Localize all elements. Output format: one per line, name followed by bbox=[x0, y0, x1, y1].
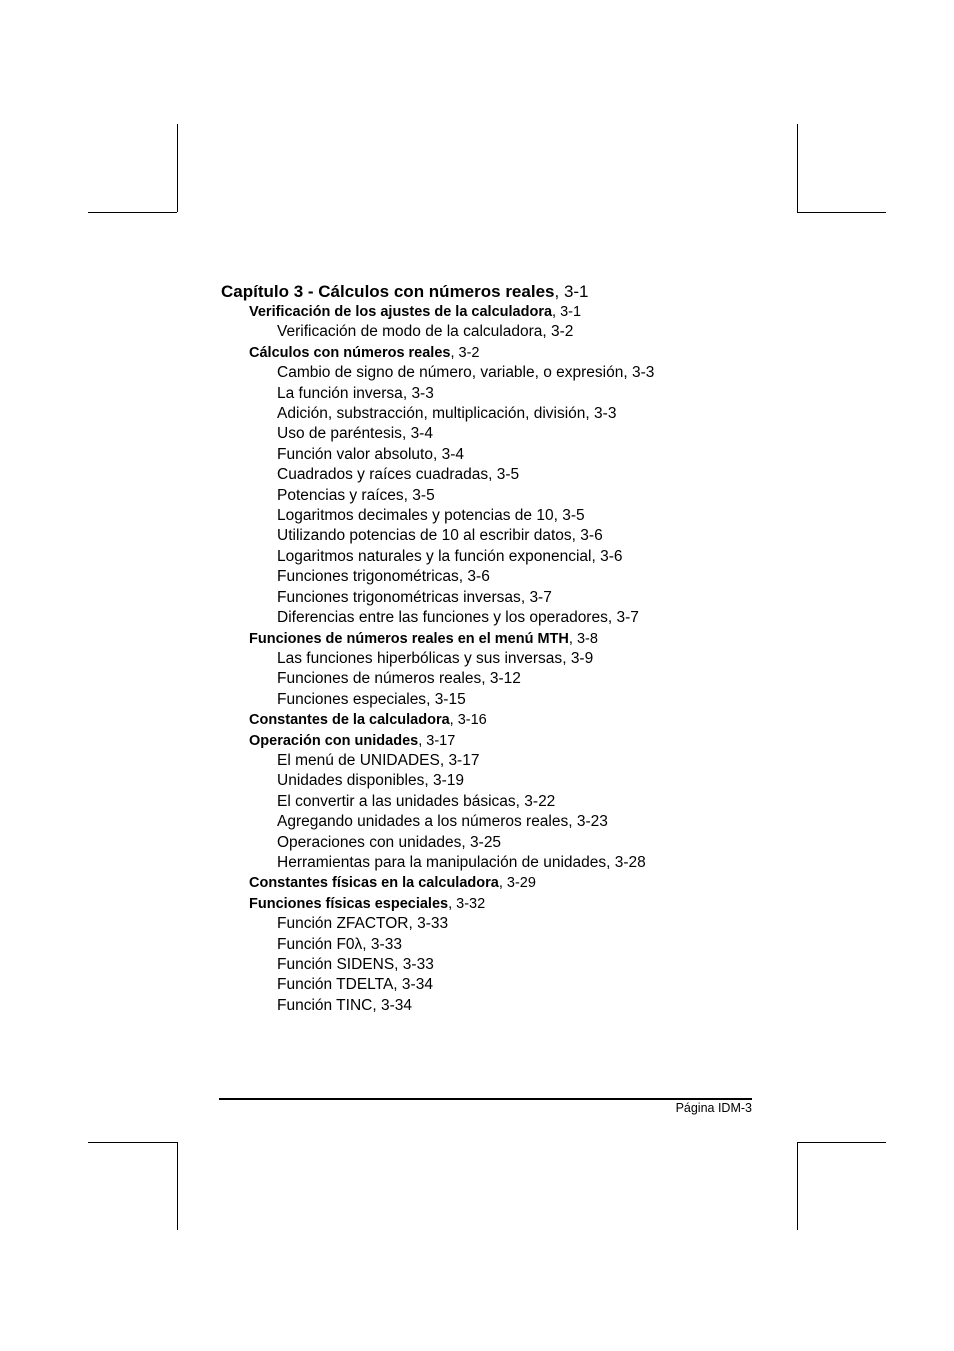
toc-subsection-entry[interactable]: Función SIDENS, 3-33 bbox=[277, 956, 434, 973]
subsection-page: 3-3 bbox=[411, 384, 434, 402]
toc-subsection-entry[interactable]: Adición, substracción, multiplicación, división, 3-3 bbox=[277, 405, 617, 423]
subsection-title: Agregando unidades a los números reales bbox=[277, 813, 569, 831]
subsection-page: 3-17 bbox=[448, 751, 480, 769]
toc-subsection-entry[interactable]: El menú de UNIDADES, 3-17 bbox=[277, 751, 480, 769]
footer-page-label: Página IDM-3 bbox=[675, 1101, 752, 1115]
footer-rule bbox=[219, 1098, 752, 1100]
toc-subsection-entry[interactable]: Cambio de signo de número, variable, o expresión, 3-3 bbox=[277, 364, 655, 382]
section-title: Verificación de los ajustes de la calculadora bbox=[249, 304, 553, 320]
section-title: Constantes físicas en la calculadora bbox=[249, 875, 499, 892]
subsection-title: Cuadrados y raíces cuadradas bbox=[277, 466, 489, 484]
section-page: 3-1 bbox=[560, 304, 582, 320]
subsection-title: Utilizando potencias de 10 al escribir datos bbox=[277, 527, 572, 545]
subsection-page: 3-6 bbox=[600, 547, 623, 565]
section-title: Funciones de números reales en el menú MTH bbox=[249, 630, 569, 647]
toc-subsection-entry[interactable]: Utilizando potencias de 10 al escribir datos, 3-6 bbox=[277, 527, 603, 545]
toc-subsection-entry[interactable]: Función valor absoluto, 3-4 bbox=[277, 445, 464, 463]
crop-mark bbox=[88, 212, 177, 213]
chapter-title: Capítulo 3 - Cálculos con números reales bbox=[221, 282, 555, 301]
subsection-page: 3-5 bbox=[562, 507, 585, 525]
crop-mark bbox=[177, 1142, 178, 1230]
subsection-page: 3-28 bbox=[614, 853, 646, 871]
subsection-page: 3-4 bbox=[441, 445, 464, 463]
subsection-page: 3-3 bbox=[632, 364, 655, 382]
crop-mark bbox=[797, 212, 886, 213]
section-page: 3-8 bbox=[576, 630, 598, 647]
subsection-title: Diferencias entre las funciones y los operadores bbox=[277, 609, 608, 627]
toc-section-entry[interactable]: Verificación de los ajustes de la calculadora, 3-1 bbox=[249, 304, 582, 320]
subsection-page: 3-12 bbox=[489, 670, 521, 688]
toc-section-entry[interactable]: Operación con unidades, 3-17 bbox=[249, 732, 456, 749]
crop-mark bbox=[797, 124, 798, 212]
subsection-page: 3-33 bbox=[402, 956, 434, 973]
toc-subsection-entry[interactable]: Funciones especiales, 3-15 bbox=[277, 690, 466, 708]
section-page: 3-32 bbox=[456, 895, 486, 912]
subsection-page: 3-6 bbox=[467, 568, 490, 586]
toc-subsection-entry[interactable]: Diferencias entre las funciones y los operadores, 3-7 bbox=[277, 609, 639, 627]
subsection-title: Herramientas para la manipulación de unidades bbox=[277, 853, 607, 871]
subsection-page: 3-2 bbox=[551, 323, 574, 341]
subsection-title: Funciones trigonométricas bbox=[277, 568, 459, 586]
subsection-title: El convertir a las unidades básicas bbox=[277, 792, 516, 810]
toc-subsection-entry[interactable]: La función inversa, 3-3 bbox=[277, 384, 434, 402]
subsection-title: Función TDELTA bbox=[277, 976, 394, 994]
subsection-page: 3-7 bbox=[529, 588, 552, 606]
subsection-title: Potencias y raíces bbox=[277, 486, 404, 504]
subsection-title: Adición, substracción, multiplicación, división bbox=[277, 405, 586, 423]
toc-subsection-entry[interactable]: Funciones trigonométricas, 3-6 bbox=[277, 568, 490, 586]
section-title: Cálculos con números reales bbox=[249, 344, 451, 361]
subsection-page: 3-7 bbox=[616, 609, 639, 627]
toc-subsection-entry[interactable]: Función TDELTA, 3-34 bbox=[277, 976, 433, 994]
subsection-title: Funciones especiales bbox=[277, 690, 427, 708]
subsection-page: 3-19 bbox=[432, 772, 465, 790]
crop-mark bbox=[797, 1142, 886, 1143]
crop-mark bbox=[88, 1142, 177, 1143]
toc-subsection-entry[interactable]: Función TINC, 3-34 bbox=[277, 996, 412, 1014]
toc-subsection-entry[interactable]: Logaritmos naturales y la función exponencial, 3-6 bbox=[277, 547, 623, 565]
subsection-page: 3-3 bbox=[594, 405, 617, 423]
subsection-title: Las funciones hiperbólicas y sus inversas bbox=[277, 649, 563, 667]
subsection-page: 3-9 bbox=[570, 649, 594, 667]
toc-subsection-entry[interactable]: Potencias y raíces, 3-5 bbox=[277, 486, 435, 504]
subsection-page: 3-34 bbox=[401, 976, 433, 994]
subsection-title: Función F0λ bbox=[277, 935, 363, 953]
toc-subsection-entry[interactable]: El convertir a las unidades básicas, 3-22 bbox=[277, 792, 556, 810]
subsection-title: Unidades disponibles bbox=[277, 772, 425, 790]
subsection-title: Logaritmos naturales y la función exponencial bbox=[277, 547, 592, 565]
toc-subsection-entry[interactable]: Verificación de modo de la calculadora, 3-2 bbox=[277, 323, 574, 341]
section-page: 3-17 bbox=[426, 732, 456, 749]
crop-mark bbox=[177, 124, 178, 212]
subsection-page: 3-22 bbox=[524, 792, 556, 810]
toc-section-entry[interactable]: Cálculos con números reales, 3-2 bbox=[249, 344, 480, 361]
subsection-title: El menú de UNIDADES bbox=[277, 751, 440, 769]
subsection-title: Función TINC bbox=[277, 996, 373, 1014]
toc-subsection-entry[interactable]: Función F0λ, 3-33 bbox=[277, 935, 402, 953]
subsection-title: Funciones de números reales bbox=[277, 670, 482, 688]
section-title: Funciones físicas especiales bbox=[249, 895, 449, 912]
section-title: Operación con unidades bbox=[249, 732, 419, 749]
chapter-page: 3-1 bbox=[563, 282, 589, 301]
toc-subsection-entry[interactable]: Función ZFACTOR, 3-33 bbox=[277, 915, 449, 933]
subsection-page: 3-4 bbox=[410, 425, 433, 443]
toc-subsection-entry[interactable]: Las funciones hiperbólicas y sus inversas, 3-9 bbox=[277, 649, 594, 667]
subsection-page: 3-15 bbox=[434, 690, 466, 708]
toc-subsection-entry[interactable]: Agregando unidades a los números reales, 3-23 bbox=[277, 813, 608, 831]
toc-section-entry[interactable]: Funciones físicas especiales, 3-32 bbox=[249, 895, 486, 912]
subsection-title: Uso de paréntesis bbox=[277, 425, 402, 443]
toc-subsection-entry[interactable]: Funciones trigonométricas inversas, 3-7 bbox=[277, 588, 552, 606]
section-page: 3-2 bbox=[458, 344, 480, 361]
subsection-title: Funciones trigonométricas inversas bbox=[277, 588, 521, 606]
crop-mark bbox=[797, 1142, 798, 1230]
subsection-title: Operaciones con unidades bbox=[277, 833, 462, 851]
subsection-page: 3-33 bbox=[417, 915, 449, 933]
toc-subsection-entry[interactable]: Unidades disponibles, 3-19 bbox=[277, 772, 465, 790]
subsection-title: Logaritmos decimales y potencias de 10 bbox=[277, 507, 554, 525]
section-title: Constantes de la calculadora bbox=[249, 712, 450, 729]
toc-section-entry[interactable]: Constantes de la calculadora, 3-16 bbox=[249, 712, 487, 729]
section-page: 3-29 bbox=[506, 875, 536, 892]
toc-subsection-entry[interactable]: Uso de paréntesis, 3-4 bbox=[277, 425, 433, 443]
toc-subsection-entry[interactable]: Cuadrados y raíces cuadradas, 3-5 bbox=[277, 466, 520, 484]
subsection-page: 3-5 bbox=[412, 486, 435, 504]
toc-sections bbox=[221, 302, 781, 1016]
subsection-page: 3-33 bbox=[370, 935, 402, 953]
toc-section-entry[interactable]: Funciones de números reales en el menú MTH, 3-8 bbox=[249, 630, 598, 647]
subsection-title: Función ZFACTOR bbox=[277, 915, 409, 933]
toc-subsection-entry[interactable]: Logaritmos decimales y potencias de 10, 3-5 bbox=[277, 507, 585, 525]
subsection-title: Función valor absoluto bbox=[277, 445, 433, 463]
subsection-title: Cambio de signo de número, variable, o expresión bbox=[277, 364, 624, 382]
toc-subsection-entry[interactable]: Funciones de números reales, 3-12 bbox=[277, 670, 521, 688]
subsection-page: 3-5 bbox=[496, 466, 520, 484]
subsection-title: Función SIDENS bbox=[277, 956, 395, 973]
table-of-contents bbox=[221, 280, 781, 1016]
subsection-page: 3-6 bbox=[580, 527, 603, 545]
subsection-page: 3-25 bbox=[470, 833, 502, 851]
subsection-title: Verificación de modo de la calculadora bbox=[277, 323, 543, 341]
toc-section-entry[interactable]: Constantes físicas en la calculadora, 3-29 bbox=[249, 875, 536, 892]
subsection-page: 3-34 bbox=[380, 996, 412, 1014]
toc-subsection-entry[interactable]: Herramientas para la manipulación de unidades, 3-28 bbox=[277, 853, 646, 871]
subsection-page: 3-23 bbox=[576, 813, 608, 831]
section-page: 3-16 bbox=[457, 712, 487, 729]
toc-subsection-entry[interactable]: Operaciones con unidades, 3-25 bbox=[277, 833, 502, 851]
subsection-title: La función inversa bbox=[277, 384, 403, 402]
toc-chapter-entry[interactable]: Capítulo 3 - Cálculos con números reales, 3-1 bbox=[221, 282, 589, 301]
